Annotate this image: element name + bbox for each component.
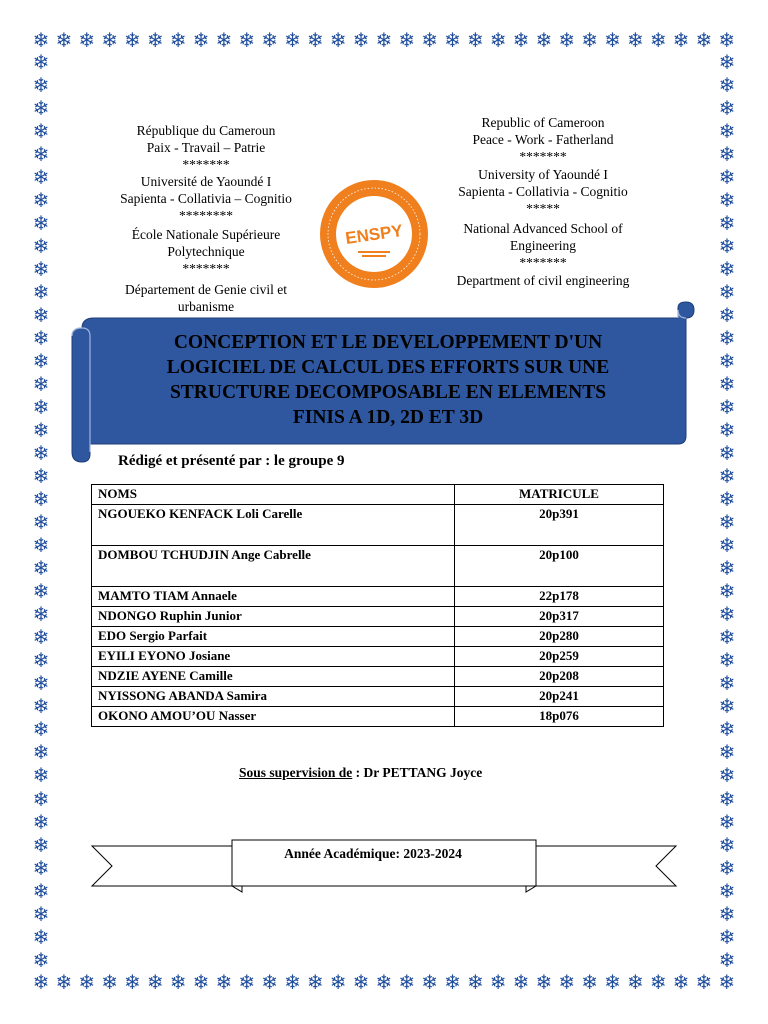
member-matricule: 20p317 — [455, 607, 664, 627]
snowflake-icon: ❄ — [718, 351, 736, 374]
authored-by: Rédigé et présenté par : le groupe 9 — [118, 453, 345, 469]
snowflake-icon: ❄ — [238, 30, 256, 52]
snowflake-icon: ❄ — [238, 972, 256, 994]
page-border-top — [30, 30, 738, 52]
snowflake-icon: ❄ — [192, 972, 210, 994]
snowflake-icon: ❄ — [32, 443, 50, 466]
snowflake-icon: ❄ — [718, 75, 736, 98]
snowflake-icon: ❄ — [55, 30, 73, 52]
snowflake-icon: ❄ — [101, 972, 118, 994]
snowflake-icon: ❄ — [398, 972, 416, 994]
snowflake-icon: ❄ — [32, 144, 50, 167]
title-line-1: CONCEPTION ET LE DEVELOPPEMENT D'UN — [173, 332, 603, 353]
snowflake-icon: ❄ — [718, 236, 736, 259]
snowflake-icon: ❄ — [101, 30, 118, 52]
snowflake-icon: ❄ — [32, 351, 50, 374]
snowflake-icon: ❄ — [352, 30, 370, 52]
snowflake-icon: ❄ — [375, 30, 393, 52]
snowflake-icon: ❄ — [718, 788, 736, 811]
snowflake-icon: ❄ — [32, 259, 50, 282]
snowflake-icon: ❄ — [718, 121, 736, 144]
table-row — [92, 607, 664, 627]
table-row — [92, 505, 664, 546]
academic-year: Année Académique: 2023-2024 — [284, 846, 462, 861]
table-row — [92, 687, 664, 707]
snowflake-icon: ❄ — [489, 972, 507, 994]
snowflake-icon: ❄ — [192, 30, 210, 52]
department-fr-line2: urbanisme — [177, 299, 235, 314]
header-english — [440, 114, 646, 289]
snowflake-icon: ❄ — [146, 972, 164, 994]
snowflake-icon: ❄ — [535, 30, 553, 52]
snowflake-icon: ❄ — [718, 282, 736, 305]
snowflake-icon: ❄ — [489, 30, 507, 52]
title-line-4: FINIS A 1D, 2D ET 3D — [292, 407, 484, 428]
snowflake-icon: ❄ — [146, 30, 164, 52]
title-line-3: STRUCTURE DECOMPOSABLE EN ELEMENTS — [169, 382, 607, 403]
snowflake-icon: ❄ — [581, 30, 598, 52]
snowflake-icon: ❄ — [261, 30, 278, 52]
snowflake-icon: ❄ — [352, 972, 370, 994]
snowflake-icon: ❄ — [672, 972, 690, 994]
snowflake-icon: ❄ — [466, 30, 484, 52]
member-name: OKONO AMOU’OU Nasser — [92, 707, 455, 727]
header-french — [100, 122, 312, 315]
snowflake-icon: ❄ — [215, 972, 233, 994]
snowflake-icon: ❄ — [718, 604, 736, 627]
snowflake-icon: ❄ — [32, 489, 50, 512]
snowflake-icon: ❄ — [718, 765, 736, 788]
snowflake-icon: ❄ — [512, 972, 530, 994]
snowflake-icon: ❄ — [718, 167, 736, 190]
table-row — [92, 627, 664, 647]
column-header-names: NOMS — [92, 485, 455, 505]
snowflake-icon: ❄ — [649, 30, 667, 52]
snowflake-icon: ❄ — [718, 811, 736, 834]
school-fr-line2: Polytechnique — [167, 244, 245, 259]
separator: ******** — [179, 208, 233, 223]
snowflake-icon: ❄ — [718, 98, 736, 121]
school-en-line2: Engineering — [510, 238, 576, 253]
snowflake-icon: ❄ — [626, 972, 644, 994]
snowflake-icon: ❄ — [32, 811, 50, 834]
snowflake-icon: ❄ — [535, 972, 553, 994]
department-en: Department of civil engineering — [456, 273, 630, 288]
snowflake-icon: ❄ — [466, 972, 484, 994]
snowflake-icon: ❄ — [718, 650, 736, 673]
snowflake-icon: ❄ — [718, 489, 736, 512]
member-name: EYILI EYONO Josiane — [92, 647, 455, 667]
snowflake-icon: ❄ — [718, 190, 736, 213]
member-name: NYISSONG ABANDA Samira — [92, 687, 455, 707]
snowflake-icon: ❄ — [558, 30, 576, 52]
table-row — [92, 546, 664, 587]
snowflake-icon: ❄ — [32, 98, 50, 121]
supervisor-name: : Dr PETTANG Joyce — [352, 765, 483, 780]
snowflake-icon: ❄ — [421, 30, 438, 52]
snowflake-icon: ❄ — [718, 466, 736, 489]
table-row — [92, 587, 664, 607]
university-motto-fr: Sapienta - Collativia – Cognitio — [120, 191, 292, 206]
snowflake-icon: ❄ — [78, 30, 96, 52]
snowflake-icon: ❄ — [718, 742, 736, 765]
university-fr: Université de Yaoundé I — [140, 174, 272, 189]
snowflake-icon: ❄ — [32, 512, 50, 535]
snowflake-icon: ❄ — [78, 972, 96, 994]
snowflake-icon: ❄ — [649, 972, 667, 994]
snowflake-icon: ❄ — [261, 972, 278, 994]
school-en-line1: National Advanced School of — [463, 221, 623, 236]
snowflake-icon: ❄ — [718, 558, 736, 581]
separator: ***** — [526, 201, 560, 216]
snowflake-icon: ❄ — [329, 30, 347, 52]
snowflake-icon: ❄ — [32, 236, 50, 259]
snowflake-icon: ❄ — [718, 696, 736, 719]
snowflake-icon: ❄ — [32, 650, 50, 673]
snowflake-icon: ❄ — [375, 972, 393, 994]
table-row — [92, 707, 664, 727]
snowflake-icon: ❄ — [558, 972, 576, 994]
snowflake-icon: ❄ — [32, 880, 50, 903]
snowflake-icon: ❄ — [329, 972, 347, 994]
snowflake-icon: ❄ — [398, 30, 416, 52]
snowflake-icon: ❄ — [718, 673, 736, 696]
snowflake-icon: ❄ — [124, 972, 141, 994]
snowflake-icon: ❄ — [718, 328, 736, 351]
snowflake-icon: ❄ — [32, 719, 50, 742]
member-name: DOMBOU TCHUDJIN Ange Cabrelle — [92, 546, 455, 587]
snowflake-icon: ❄ — [215, 30, 233, 52]
snowflake-icon: ❄ — [306, 972, 324, 994]
snowflake-icon: ❄ — [718, 880, 736, 903]
snowflake-icon: ❄ — [718, 926, 736, 949]
member-name: NGOUEKO KENFACK Loli Carelle — [92, 505, 455, 546]
snowflake-icon: ❄ — [32, 75, 50, 98]
supervision-line — [239, 765, 482, 781]
department-fr-line1: Département de Genie civil et — [125, 282, 287, 297]
enspy-seal-icon — [318, 178, 430, 290]
snowflake-icon: ❄ — [32, 604, 50, 627]
page-border-right — [716, 52, 738, 972]
snowflake-icon: ❄ — [32, 857, 50, 880]
snowflake-icon: ❄ — [672, 30, 690, 52]
snowflake-icon: ❄ — [284, 30, 301, 52]
snowflake-icon: ❄ — [32, 765, 50, 788]
svg-text:ENSPY: ENSPY — [344, 221, 404, 248]
snowflake-icon: ❄ — [32, 420, 50, 443]
member-name: NDZIE AYENE Camille — [92, 667, 455, 687]
snowflake-icon: ❄ — [32, 926, 50, 949]
snowflake-icon: ❄ — [32, 949, 50, 972]
snowflake-icon: ❄ — [32, 466, 50, 489]
member-name: NDONGO Ruphin Junior — [92, 607, 455, 627]
snowflake-icon: ❄ — [626, 30, 644, 52]
motto-en: Peace - Work - Fatherland — [472, 132, 614, 147]
snowflake-icon: ❄ — [32, 903, 50, 926]
member-matricule: 20p280 — [455, 627, 664, 647]
snowflake-icon: ❄ — [581, 972, 598, 994]
snowflake-icon: ❄ — [718, 903, 736, 926]
snowflake-icon: ❄ — [32, 558, 50, 581]
snowflake-icon: ❄ — [32, 282, 50, 305]
member-name: MAMTO TIAM Annaele — [92, 587, 455, 607]
column-header-matricule: MATRICULE — [455, 485, 664, 505]
country-en: Republic of Cameroon — [481, 115, 605, 130]
snowflake-icon: ❄ — [718, 397, 736, 420]
snowflake-icon: ❄ — [32, 167, 50, 190]
snowflake-icon: ❄ — [444, 30, 461, 52]
snowflake-icon: ❄ — [306, 30, 324, 52]
snowflake-icon: ❄ — [169, 972, 187, 994]
document-title — [88, 330, 688, 430]
snowflake-icon: ❄ — [718, 972, 736, 994]
separator: ******* — [519, 149, 567, 164]
snowflake-icon: ❄ — [169, 30, 187, 52]
page-border-left — [30, 52, 52, 972]
snowflake-icon: ❄ — [718, 581, 736, 604]
snowflake-icon: ❄ — [695, 30, 713, 52]
snowflake-icon: ❄ — [718, 374, 736, 397]
snowflake-icon: ❄ — [718, 443, 736, 466]
page-border-bottom — [30, 972, 738, 994]
snowflake-icon: ❄ — [124, 30, 141, 52]
university-en: University of Yaoundé I — [478, 167, 608, 182]
snowflake-icon: ❄ — [718, 627, 736, 650]
snowflake-icon: ❄ — [718, 144, 736, 167]
snowflake-icon: ❄ — [718, 420, 736, 443]
separator: ******* — [182, 261, 230, 276]
snowflake-icon: ❄ — [718, 857, 736, 880]
snowflake-icon: ❄ — [32, 30, 50, 52]
snowflake-icon: ❄ — [32, 673, 50, 696]
member-matricule: 20p391 — [455, 505, 664, 546]
snowflake-icon: ❄ — [32, 190, 50, 213]
snowflake-icon: ❄ — [421, 972, 438, 994]
table-header-row — [92, 485, 664, 505]
snowflake-icon: ❄ — [32, 52, 50, 74]
member-matricule: 20p259 — [455, 647, 664, 667]
snowflake-icon: ❄ — [32, 788, 50, 811]
supervision-label: Sous supervision de — [239, 765, 353, 780]
snowflake-icon: ❄ — [718, 259, 736, 282]
snowflake-icon: ❄ — [695, 972, 713, 994]
snowflake-icon: ❄ — [32, 696, 50, 719]
snowflake-icon: ❄ — [32, 972, 50, 994]
snowflake-icon: ❄ — [32, 627, 50, 650]
members-table — [91, 484, 664, 727]
member-name: EDO Sergio Parfait — [92, 627, 455, 647]
snowflake-icon: ❄ — [32, 742, 50, 765]
snowflake-icon: ❄ — [32, 581, 50, 604]
table-row — [92, 667, 664, 687]
separator: ******* — [182, 157, 230, 172]
snowflake-icon: ❄ — [32, 397, 50, 420]
snowflake-icon: ❄ — [604, 972, 621, 994]
member-matricule: 20p100 — [455, 546, 664, 587]
snowflake-icon: ❄ — [32, 535, 50, 558]
snowflake-icon: ❄ — [284, 972, 301, 994]
snowflake-icon: ❄ — [718, 213, 736, 236]
country-fr: République du Cameroun — [136, 123, 276, 138]
snowflake-icon: ❄ — [718, 52, 736, 74]
university-motto-en: Sapienta - Collativia - Cognitio — [458, 184, 628, 199]
snowflake-icon: ❄ — [718, 949, 736, 972]
member-matricule: 20p241 — [455, 687, 664, 707]
table-row — [92, 647, 664, 667]
separator: ******* — [519, 255, 567, 270]
member-matricule: 22p178 — [455, 587, 664, 607]
snowflake-icon: ❄ — [55, 972, 73, 994]
snowflake-icon: ❄ — [604, 30, 621, 52]
snowflake-icon: ❄ — [718, 719, 736, 742]
snowflake-icon: ❄ — [718, 30, 736, 52]
snowflake-icon: ❄ — [718, 535, 736, 558]
snowflake-icon: ❄ — [32, 305, 50, 328]
title-line-2: LOGICIEL DE CALCUL DES EFFORTS SUR UNE — [166, 357, 610, 378]
motto-fr: Paix - Travail – Patrie — [146, 140, 266, 155]
snowflake-icon: ❄ — [718, 834, 736, 857]
school-fr-line1: École Nationale Supérieure — [131, 227, 281, 242]
snowflake-icon: ❄ — [32, 834, 50, 857]
member-matricule: 20p208 — [455, 667, 664, 687]
snowflake-icon: ❄ — [512, 30, 530, 52]
snowflake-icon: ❄ — [718, 512, 736, 535]
member-matricule: 18p076 — [455, 707, 664, 727]
snowflake-icon: ❄ — [444, 972, 461, 994]
snowflake-icon: ❄ — [32, 328, 50, 351]
snowflake-icon: ❄ — [718, 305, 736, 328]
snowflake-icon: ❄ — [32, 213, 50, 236]
snowflake-icon: ❄ — [32, 374, 50, 397]
snowflake-icon: ❄ — [32, 121, 50, 144]
